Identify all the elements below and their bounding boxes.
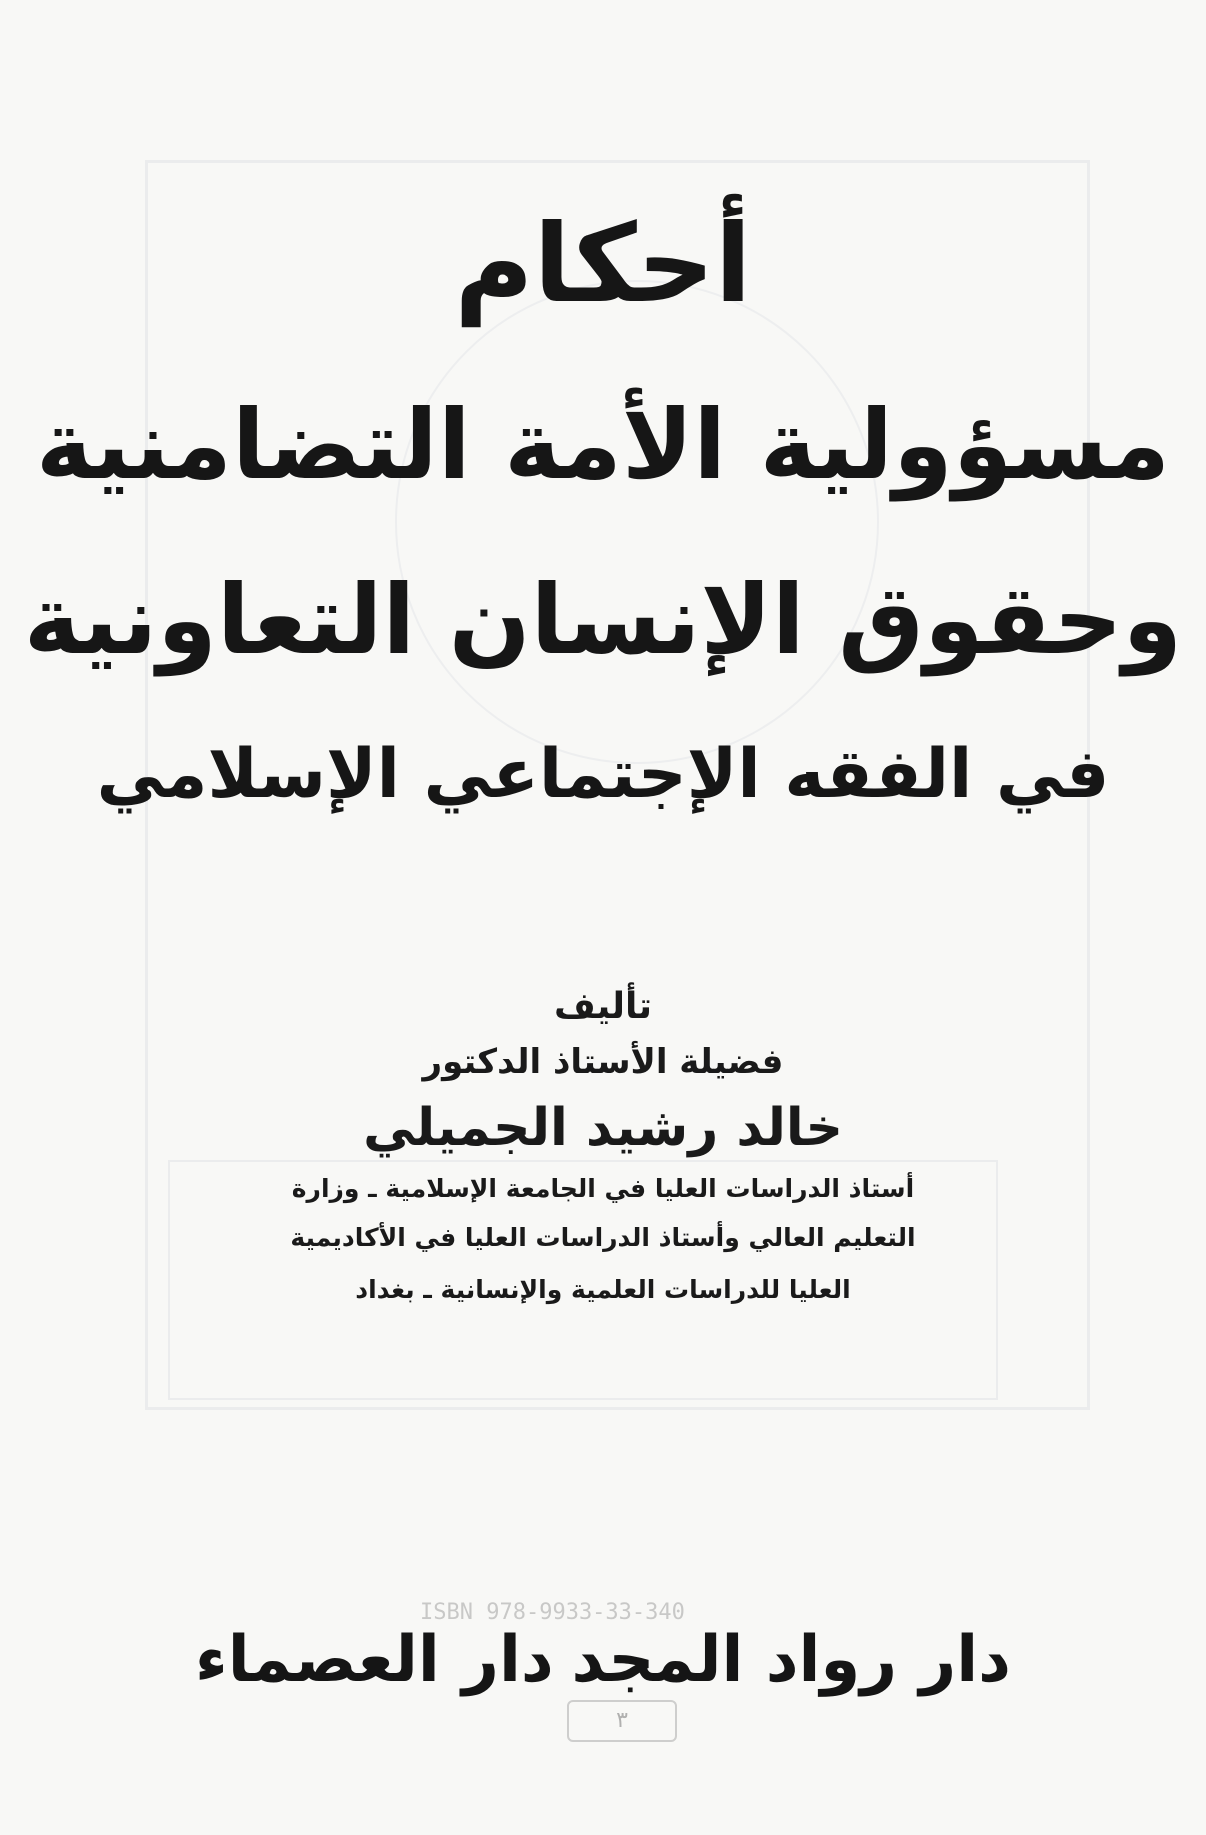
book-title-line-2: مسؤولية الأمة التضامنية [35, 389, 1171, 501]
publisher-logo-right: دار رواد المجد [571, 1623, 1011, 1697]
show-through-isbn: ISBN 978-9933-33-340 [420, 1600, 685, 1625]
book-subtitle: في الفقه الإجتماعي الإسلامي [96, 735, 1110, 814]
show-through-emblem [395, 280, 879, 764]
author-bio-line-2: التعليم العالي وأستاذ الدراسات العليا في الأكاديمية [290, 1223, 916, 1252]
page-number-box: ٣ [567, 1700, 677, 1742]
publisher-logo-left: دار العصماء [195, 1623, 554, 1697]
book-title-line-3: وحقوق الإنسان التعاونية [23, 564, 1183, 676]
author-bio-line-1: أستاذ الدراسات العليا في الجامعة الإسلامية ـ وزارة [291, 1174, 915, 1203]
author-bio-line-3: العليا للدراسات العلمية والإنسانية ـ بغداد [355, 1275, 851, 1304]
author-honorific: فضيلة الأستاذ الدكتور [422, 1042, 784, 1082]
book-title-line-1: أحكام [454, 202, 752, 327]
author-label: تأليف [553, 986, 653, 1027]
author-name: خالد رشيد الجميلي [363, 1098, 843, 1158]
